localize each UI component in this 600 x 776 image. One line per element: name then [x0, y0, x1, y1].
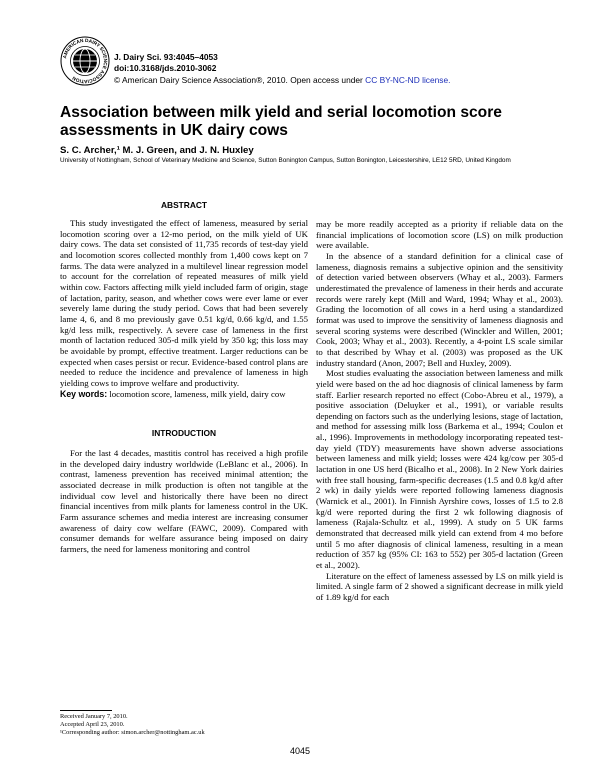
intro-paragraph-continued: may be more readily accepted as a priority if reliable data on the financial implications of locomotion score (LS) on milk production were available.: [316, 219, 563, 251]
page-number: 4045: [289, 746, 311, 756]
abstract-text: This study investigated the effect of lameness, measured by serial locomotion scoring over a 12-mo period, on the milk yield of UK dairy cows. The data set consisted of 11,735 records of test-day yield and locomotion scores collected monthly from 1,400 cows kept on 7 farms. The data were analyzed in a multilevel linear regression model to account for the correlation of repeated measures of milk yield within cow. Factors affecting milk yield included farm of origin, stage of lactation, parity, season, and whether cows were ever lame or ever severely lame during the study period. Cows that had been severely lame 4, 6, and 8 mo previously gave 0.51 kg/d, 0.66 kg/d, and 1.55 kg/d less milk, respectively. A severe case of lameness in the first month of lactation reduced 305-d milk yield by 350 kg; this loss may be avoidable by prompt, effective treatment. Larger reductions can be expected when cases persist or recur. Evidence-based control plans are needed to reduce the incidence and prevalence of lameness in high yielding cows to improve welfare and productivity.: [60, 218, 308, 388]
intro-paragraph-1: For the last 4 decades, mastitis control has received a high profile in the developed dairy industry worldwide (LeBlanc et al., 2006). In contrast, lameness prevention has received minimal attention; the associated decrease in milk production is often not tangible at the individual cow level and historically there have been no direct financial incentives from milk plants for lameness control in the UK. Farm assurance schemes and media interest are increasing consumer awareness of dairy cow welfare (FAWC, 2009). Compared with consumer demands for welfare assurance being imposed on dairy farmers, the need for lameness monitoring and control: [60, 448, 308, 555]
abstract-heading: ABSTRACT: [160, 200, 208, 210]
journal-citation: J. Dairy Sci. 93:4045–4053: [114, 52, 218, 62]
author-affiliation: University of Nottingham, School of Veterinary Medicine and Science, Sutton Bonington Campus, Sutton Bonington, Leicestershire, LE12 5RD, United Kingdom: [60, 157, 511, 164]
keywords-text: locomotion score, lameness, milk yield, dairy cow: [107, 388, 286, 399]
corresponding-author: ¹Corresponding author: simon.archer@nottingham.ac.uk: [60, 729, 205, 737]
left-column: [60, 199, 308, 555]
license-link[interactable]: CC BY-NC-ND license.: [365, 74, 451, 85]
seal-text: AMERICAN DAIRY SCIENCE ASSOCIATION: [63, 38, 108, 84]
journal-header: [114, 52, 450, 86]
footnotes: [60, 713, 205, 738]
doi: doi:10.3168/jds.2010-3062: [114, 63, 217, 74]
keywords: [60, 389, 308, 400]
keywords-label: Key words:: [60, 388, 108, 399]
intro-paragraph-3: Most studies evaluating the association between lameness and milk yield were based on the ad hoc diagnosis of clinical lameness by farm staff. Earlier research reported no effect (Cobo-Abreu et al., 1979), a positive association (Deluyker et al., 1991), or variable results depending on factors such as the underlying lesions, stage of lactation, and method for assessing milk loss (Barkema et al., 1994; Coulon et al., 1996). Improvements in methodology incorporating repeated test-day yield (TDY) measurements have shown adverse associations between lameness and milk yield; losses were 424 kg/cow per 305-d lactation in one US herd (Bicalho et al., 2008). In 2 New York dairies with free stall housing, farm-specific decreases (1.5 and 0.8 kg/d after 2 wk) in daily yields were reported following lameness diagnosis (Warnick et al., 2001). In Finnish Ayrshire cows, losses of 1.5 to 2.8 kg/d were reported during the first 2 wk following diagnosis of lameness (Rajala-Schultz et al., 1999). A study on 5 UK farms demonstrated that decreased milk yield can extend from 4 mo before until 5 mo after diagnosis of clinical lameness, resulting in a mean reduction of 357 kg (95% CI: 163 to 552) per 305-d lactation (Green et al., 2002).: [316, 368, 563, 570]
received-date: Received January 7, 2010.: [60, 713, 128, 720]
footnote-divider: [60, 710, 112, 711]
accepted-date: Accepted April 23, 2010.: [60, 721, 125, 729]
right-column: [316, 219, 563, 603]
copyright-text: © American Dairy Science Association®, 2010. Open access under: [114, 74, 366, 85]
intro-paragraph-2: In the absence of a standard definition for a clinical case of lameness, diagnosis remains a subjective opinion and the sensitivity of detection varied between observers (Whay et al., 2003). Farmers underestimated the prevalence of lameness in their herds and accurate records were rarely kept (Mill and Ward, 1994; Whay et al., 2003). Grading the locomotion of all cows in a herd using a standardized format was used to improve the sensitivity of lameness diagnosis and several scoring systems were described (Winckler and Willen, 2001; Cook, 2003; Whay et al., 2003). Recently, a 4-point LS scale similar to that described by Whay et al. (2003) was proposed as the UK industry standard (Anon, 2007; Bell and Huxley, 2009).: [316, 250, 563, 368]
ads-association-seal-icon: [60, 36, 110, 86]
introduction-heading: INTRODUCTION: [151, 428, 217, 439]
author-list: S. C. Archer,¹ M. J. Green, and J. N. Huxley: [60, 145, 254, 156]
intro-paragraph-4: Literature on the effect of lameness assessed by LS on milk yield is limited. A single farm of 2 showed a significant decrease in milk yield of 1.89 kg/d for each: [316, 570, 563, 602]
copyright-line: [114, 75, 450, 86]
article-title: Association between milk yield and serial locomotion score assessments in UK dairy cows: [60, 104, 502, 139]
